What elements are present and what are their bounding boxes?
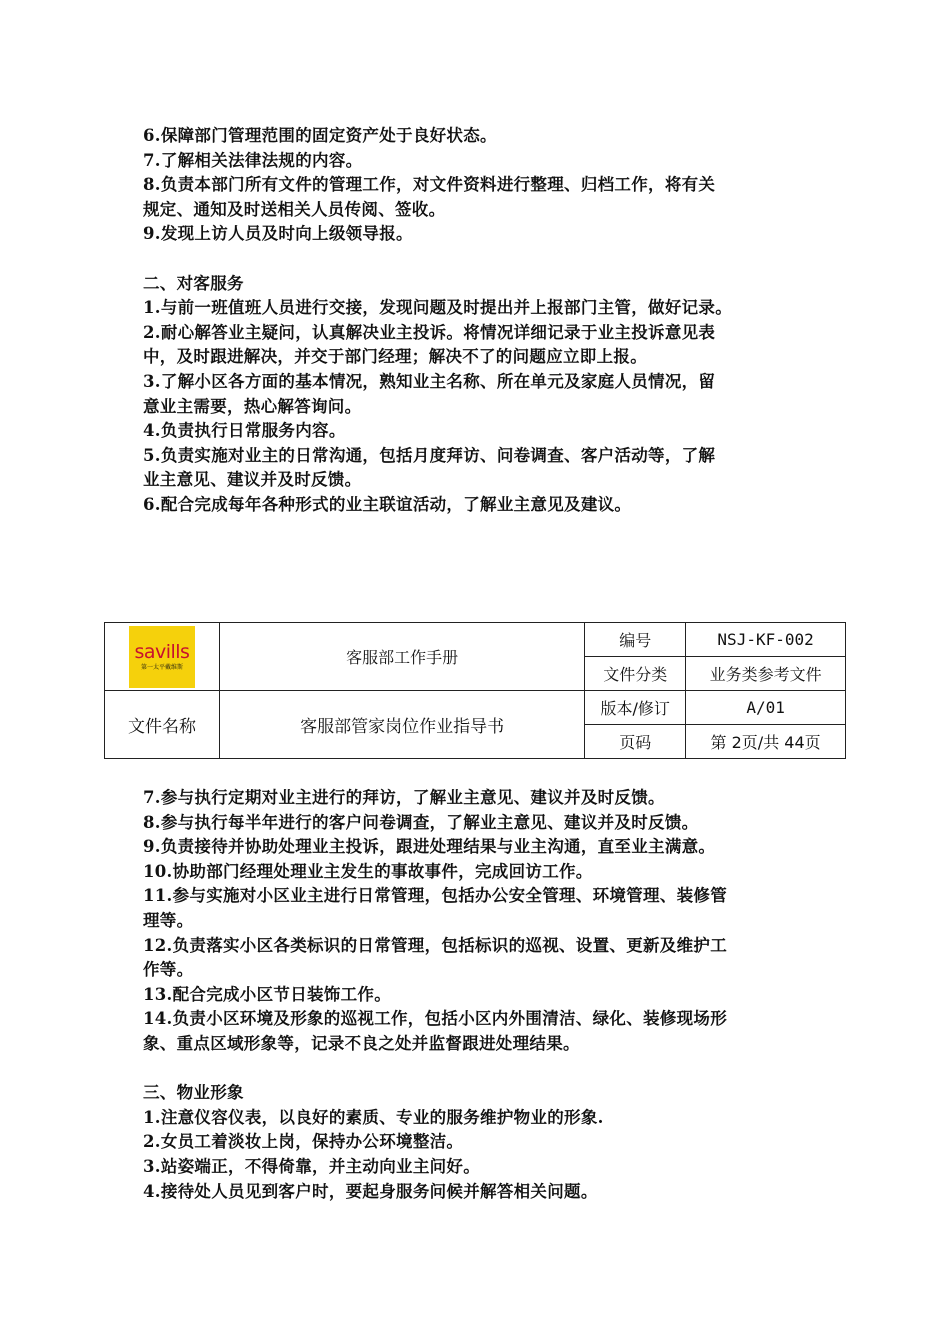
list-item: 意业主需要，热心解答询问。 bbox=[143, 396, 362, 416]
list-item: 3.了解小区各方面的基本情况，熟知业主名称、所在单元及家庭人员情况，留 bbox=[143, 371, 716, 391]
logo-cell bbox=[105, 623, 220, 691]
list-item: 规定、通知及时送相关人员传阅、签收。 bbox=[143, 199, 446, 219]
page-label: 页码 bbox=[585, 725, 686, 759]
list-item: 3.站姿端正，不得倚靠，并主动向业主问好。 bbox=[143, 1156, 481, 1176]
list-item: 6.保障部门管理范围的固定资产处于良好状态。 bbox=[143, 126, 497, 145]
list-item: 2.耐心解答业主疑问，认真解决业主投诉。将情况详细记录于业主投诉意见表 bbox=[143, 322, 716, 342]
category-label: 文件分类 bbox=[585, 657, 686, 691]
logo-subtext: 第一太平戴维斯 bbox=[140, 664, 183, 671]
list-item: 象、重点区域形象等，记录不良之处并监督跟进处理结果。 bbox=[143, 1033, 580, 1053]
list-item: 5.负责实施对业主的日常沟通，包括月度拜访、问卷调查、客户活动等，了解 bbox=[143, 445, 716, 465]
logo-text: savills bbox=[134, 641, 190, 663]
list-item: 4.负责执行日常服务内容。 bbox=[143, 421, 346, 441]
list-item: 作等。 bbox=[143, 960, 194, 980]
page-value: 第 2页/共 44页 bbox=[686, 725, 846, 759]
list-item: 11.参与实施对小区业主进行日常管理，包括办公安全管理、环境管理、装修管 bbox=[143, 886, 728, 906]
category-value: 业务类参考文件 bbox=[686, 657, 846, 691]
list-item: 8.负责本部门所有文件的管理工作，对文件资料进行整理、归档工作，将有关 bbox=[143, 175, 716, 195]
savills-logo bbox=[129, 626, 195, 688]
section-heading: 三、物业形象 bbox=[143, 1083, 244, 1103]
spacer bbox=[143, 1057, 823, 1082]
list-item: 10.协助部门经理处理业主发生的事故事件，完成回访工作。 bbox=[143, 861, 593, 881]
list-item: 12.负责落实小区各类标识的日常管理，包括标识的巡视、设置、更新及维护工 bbox=[143, 935, 728, 955]
list-item: 4.接待处人员见到客户时，要起身服务问候并解答相关问题。 bbox=[143, 1181, 598, 1201]
document-body-bottom bbox=[143, 786, 823, 1204]
document-header-table bbox=[104, 622, 846, 759]
list-item: 1.与前一班值班人员进行交接，发现问题及时提出并上报部门主管，做好记录。 bbox=[143, 298, 733, 318]
document-body-top bbox=[143, 124, 823, 518]
code-label: 编号 bbox=[585, 623, 686, 657]
list-item: 理等。 bbox=[143, 910, 194, 930]
list-item: 6.配合完成每年各种形式的业主联谊活动，了解业主意见及建议。 bbox=[143, 494, 632, 514]
section-heading: 二、对客服务 bbox=[143, 273, 244, 293]
list-item: 中，及时跟进解决，并交于部门经理；解决不了的问题应立即上报。 bbox=[143, 347, 647, 367]
list-item: 9.负责接待并协助处理业主投诉，跟进处理结果与业主沟通，直至业主满意。 bbox=[143, 837, 716, 857]
list-item: 8.参与执行每半年进行的客户问卷调查，了解业主意见、建议并及时反馈。 bbox=[143, 812, 699, 832]
manual-title: 客服部工作手册 bbox=[219, 623, 584, 691]
version-label: 版本/修订 bbox=[585, 691, 686, 725]
list-item: 9.发现上访人员及时向上级领导报。 bbox=[143, 224, 413, 244]
filename-label: 文件名称 bbox=[105, 691, 220, 759]
list-item: 2.女员工着淡妆上岗，保持办公环境整洁。 bbox=[143, 1132, 464, 1152]
list-item: 1.注意仪容仪表，以良好的素质、专业的服务维护物业的形象. bbox=[143, 1107, 604, 1127]
filename-value: 客服部管家岗位作业指导书 bbox=[219, 691, 584, 759]
code-value: NSJ-KF-002 bbox=[686, 623, 846, 657]
list-item: 业主意见、建议并及时反馈。 bbox=[143, 470, 362, 490]
list-item: 7.参与执行定期对业主进行的拜访，了解业主意见、建议并及时反馈。 bbox=[143, 788, 665, 807]
list-item: 13.配合完成小区节日装饰工作。 bbox=[143, 984, 392, 1004]
spacer bbox=[143, 247, 823, 272]
list-item: 7.了解相关法律法规的内容。 bbox=[143, 150, 363, 170]
list-item: 14.负责小区环境及形象的巡视工作，包括小区内外围清洁、绿化、装修现场形 bbox=[143, 1009, 728, 1029]
version-value: A/01 bbox=[686, 691, 846, 725]
